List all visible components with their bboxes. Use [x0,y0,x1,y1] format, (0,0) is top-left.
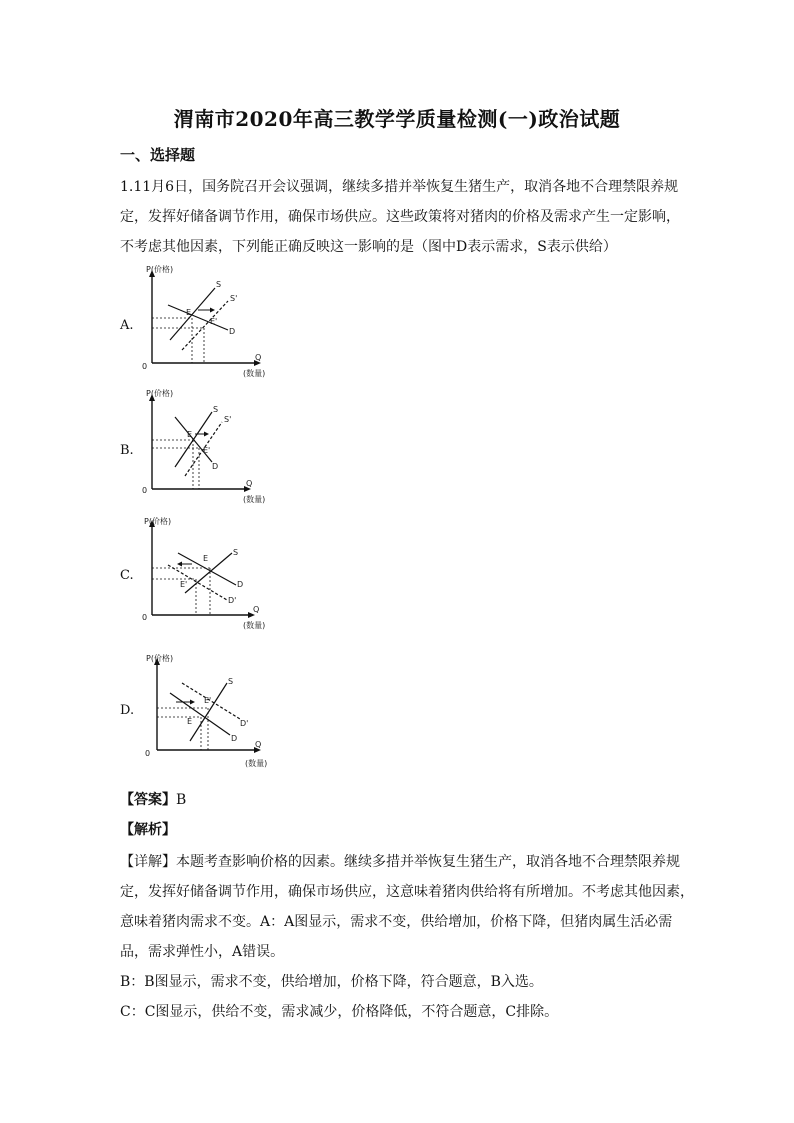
price-axis-label: P(价格) [146,654,174,663]
demand-curve [170,693,230,735]
supply-curve [170,288,218,340]
option-c-graph [140,515,290,635]
option-b-label: B. [120,443,134,458]
option-d-graph [140,653,290,773]
supply-demand-chart-d [140,653,290,773]
equilibrium-label: E [187,430,193,439]
demand-label: D [212,462,219,471]
page-title: 渭南市2020年高三教学学质量检测(一)政治试题 [173,107,621,131]
explanation-line: 定，发挥好储备调节作用，确保市场供应，这意味着猪肉供给将有所增加。不考虑其他因素， [120,884,694,900]
new-equilibrium-label: E' [210,317,218,326]
explanation-line: C：C图显示，供给不变，需求减少，价格降低，不符合题意，C排除。 [120,1004,559,1020]
quantity-unit-label: (数量) [243,621,266,630]
origin-label: 0 [142,486,148,495]
quantity-axis-label: Q [253,605,260,614]
option-a-label: A. [120,318,134,333]
explanation-line: B：B图显示，需求不变，供给增加，价格下降，符合题意，B入选。 [120,974,543,990]
supply-label: S [233,548,239,557]
equilibrium-label: E [186,308,192,317]
option-b-graph [140,389,290,512]
explanation-line: 意味着猪肉需求不变。A：A图显示，需求不变，供给增加，价格下降，但猪肉属生活必需 [120,914,673,930]
equilibrium-label: E [187,717,193,726]
price-axis-label: P(价格) [146,389,174,398]
demand-curve [168,305,228,330]
analysis-tag: 【解析】 [120,822,176,838]
price-axis-label: P(价格) [146,265,174,274]
shifted-supply-label: S' [230,294,238,303]
supply-demand-chart-b [140,389,290,512]
shifted-demand-label: D' [240,719,249,728]
option-c-label: C. [120,568,134,583]
new-equilibrium-label: E' [180,580,188,589]
answer-tag: 【答案】 [120,792,176,808]
question-line: 不考虑其他因素，下列能正确反映这一影响的是（图中D表示需求，S表示供给） [120,239,617,255]
answer-line [120,789,186,809]
equilibrium-label: E [203,554,209,563]
supply-demand-chart-a [140,265,290,388]
analysis-line [120,819,176,839]
demand-label: D [237,580,244,589]
supply-label: S [228,677,234,686]
option-d-label: D. [120,703,135,718]
quantity-unit-label: (数量) [243,495,266,504]
supply-demand-chart-c [140,515,290,635]
supply-curve [185,553,232,593]
explanation-line: 品，需求弹性小，A错误。 [120,944,285,960]
supply-label: S [216,280,222,289]
origin-label: 0 [142,613,148,622]
demand-label: D [229,327,236,336]
option-a-graph [140,265,290,388]
origin-label: 0 [145,749,151,758]
question-line: 1.11月6日，国务院召开会议强调，继续多措并举恢复生猪生产，取消各地不合理禁限养规 [120,179,679,195]
demand-label: D [231,734,238,743]
new-equilibrium-label: E' [204,696,212,705]
shifted-demand-label: D' [228,596,237,605]
quantity-unit-label: (数量) [245,759,268,768]
explanation-text [120,847,694,1027]
section-heading: 一、选择题 [120,146,196,164]
price-axis-label: P(价格) [144,517,172,526]
new-equilibrium-label: E' [203,446,211,455]
quantity-axis-label: Q [255,353,262,362]
demand-curve [175,417,212,462]
explanation-line: 【详解】本题考查影响价格的因素。继续多措并举恢复生猪生产，取消各地不合理禁限养规 [120,854,680,870]
supply-label: S [213,405,219,414]
question-text [120,172,680,262]
quantity-axis-label: Q [255,740,262,749]
origin-label: 0 [142,362,148,371]
quantity-unit-label: (数量) [243,369,266,378]
question-line: 定，发挥好储备调节作用，确保市场供应。这些政策将对猪肉的价格及需求产生一定影响， [120,209,680,225]
shifted-supply-label: S' [224,415,232,424]
quantity-axis-label: Q [246,479,253,488]
answer-value: B [176,792,187,808]
